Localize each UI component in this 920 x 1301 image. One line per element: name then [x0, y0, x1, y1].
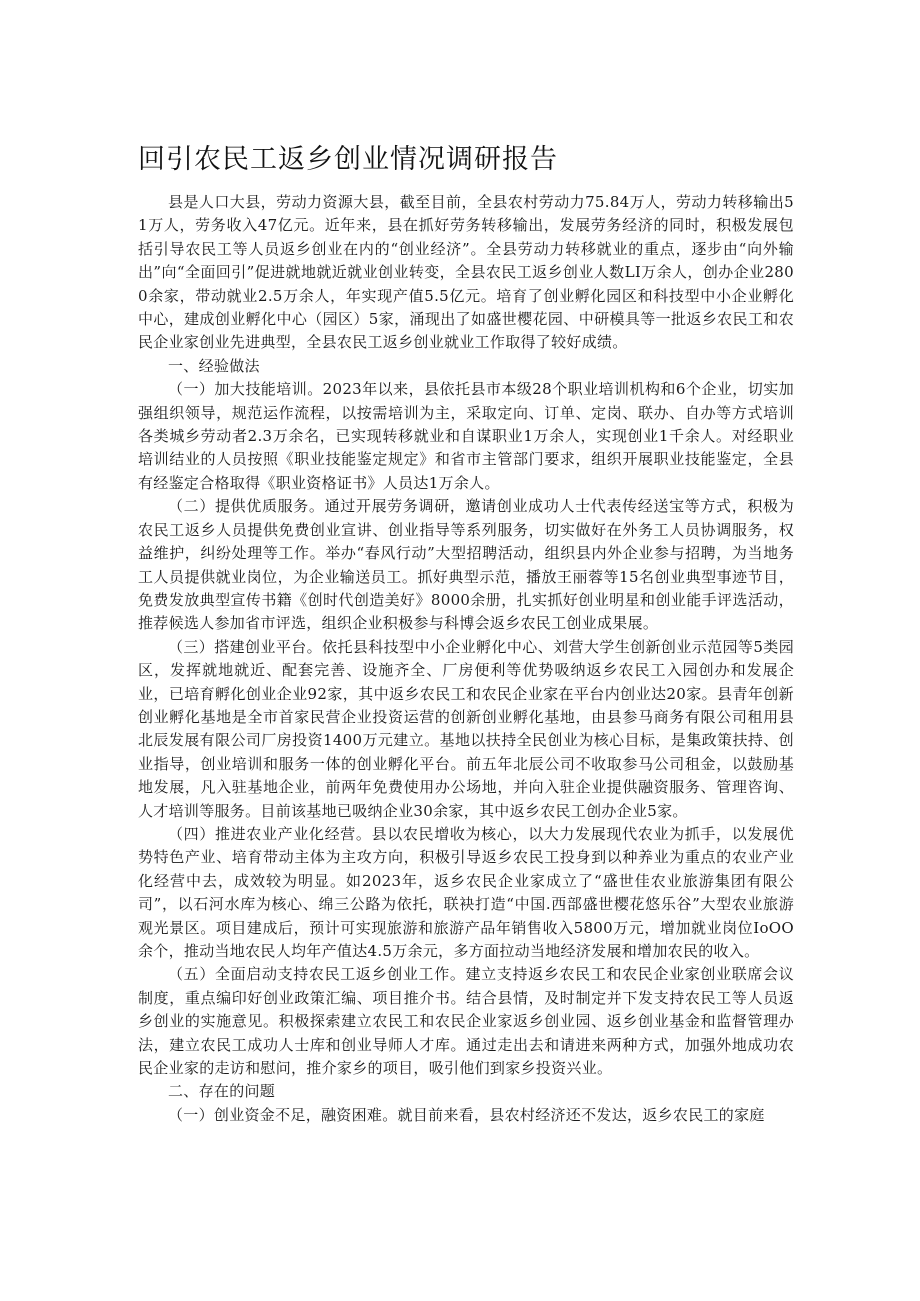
paragraph-quality-service: （二）提供优质服务。通过开展劳务调研，邀请创业成功人士代表传经送宝等方式，积极为农民工返乡人员提供免费创业宣讲、创业指导等系列服务，切实做好在外务工人员协调服务，权益维护，纠纷处理等工作。举办“春风行动”大型招聘活动，组织县内外企业参与招聘，为当地务工人员提供就业岗位，为企业输送员工。抓好典型示范，播放王丽蓉等15名创业典型事迹节目，免费发放典型宣传书籍《创时代创造美好》8000余册，扎实抓好创业明星和创业能手评选活动，推荐候选人参加省市评选，组织企业积极参与科博会返乡农民工创业成果展。: [138, 497, 794, 633]
paragraph-support-launch: （五）全面启动支持农民工返乡创业工作。建立支持返乡农民工和农民企业家创业联席会议制度，重点编印好创业政策汇编、项目推介书。结合县情，及时制定并下发支持农民工等人员返乡创业的实施意见。积极探索建立农民工和农民企业家返乡创业园、返乡创业基金和监督管理办法，建立农民工成功人士库和创业导师人才库。通过走出去和请进来两种方式，加强外地成功农民企业家的走访和慰问，推介家乡的项目，吸引他们到家乡投资兴业。: [138, 965, 794, 1078]
document-title: 回引农民工返乡创业情况调研报告: [138, 144, 558, 175]
intro-paragraph: 县是人口大县，劳动力资源大县，截至目前，全县农村劳动力75.84万人，劳动力转移输出51万人，劳务收入47亿元。近年来，县在抓好劳务转移输出，发展劳务经济的同时，积极发展包括引导农民工等人员返乡创业在内的“创业经济”。全县劳动力转移就业的重点，逐步由“向外输出”向“全面回引”促进就地就近就业创业转变，全县农民工返乡创业人数LI万余人，创办企业2800余家，带动就业2.5万余人，年实现产值5.5亿元。培育了创业孵化园区和科技型中小企业孵化中心，建成创业孵化中心（园区）5家，涌现出了如盛世樱花园、中研模具等一批返乡农民工和农民企业家创业先进典型，全县农民工返乡创业就业工作取得了较好成绩。: [138, 193, 794, 352]
section-heading-problems: 二、存在的问题: [168, 1082, 276, 1101]
section-heading-experience: 一、经验做法: [168, 356, 260, 375]
paragraph-agri-industrialization: （四）推进农业产业化经营。县以农民增收为核心，以大力发展现代农业为抓手，以发展优势特色产业、培育带动主体为主攻方向，积极引导返乡农民工投身到以种养业为重点的农业产业化经营中去，成效较为明显。如2023年，返乡农民企业家成立了“盛世佳农业旅游集团有限公司”，以石河水库为核心、绵三公路为依托，联袂打造“中国.西部盛世樱花悠乐谷”大型农业旅游观光景区。项目建成后，预计可实现旅游和旅游产品年销售收入5800万元，增加就业岗位IoOO余个，推动当地农民人均年产值达4.5万余元，多方面拉动当地经济发展和增加农民的收入。: [138, 824, 794, 960]
document-body: [138, 191, 794, 1127]
paragraph-startup-platform: （三）搭建创业平台。依托县科技型中小企业孵化中心、刘营大学生创新创业示范园等5类园区，发挥就地就近、配套完善、设施齐全、厂房便利等优势吸纳返乡农民工入园创办和发展企业，已培育孵化创业企业92家，其中返乡农民工和农民企业家在平台内创业达20家。县青年创新创业孵化基地是全市首家民营企业投资运营的创新创业孵化基地，由县参马商务有限公司租用县北辰发展有限公司厂房投资1400万元建立。基地以扶持全民创业为核心目标，是集政策扶持、创业指导，创业培训和服务一体的创业孵化平台。前五年北辰公司不收取参马公司租金，以鼓励基地发展，凡入驻基地企业，前两年免费使用办公场地，并向入驻企业提供融资服务、管理咨询、人才培训等服务。目前该基地已吸纳企业30余家，其中返乡农民工创办企业5家。: [138, 637, 794, 820]
paragraph-funding-shortage: （一）创业资金不足，融资困难。就目前来看，县农村经济还不发达，返乡农民工的家庭: [168, 1105, 765, 1124]
paragraph-skill-training: （一）加大技能培训。2023年以来，县依托县市本级28个职业培训机构和6个企业，切实加强组织领导，规范运作流程，以按需培训为主，采取定向、订单、定岗、联办、自办等方式培训各类城乡劳动者2.3万余名，已实现转移就业和自谋职业1万余人，实现创业1千余人。对经职业培训结业的人员按照《职业技能鉴定规定》和省市主管部门要求，组织开展职业技能鉴定，全县有经鉴定合格取得《职业资格证书》人员达1万余人。: [138, 380, 794, 492]
